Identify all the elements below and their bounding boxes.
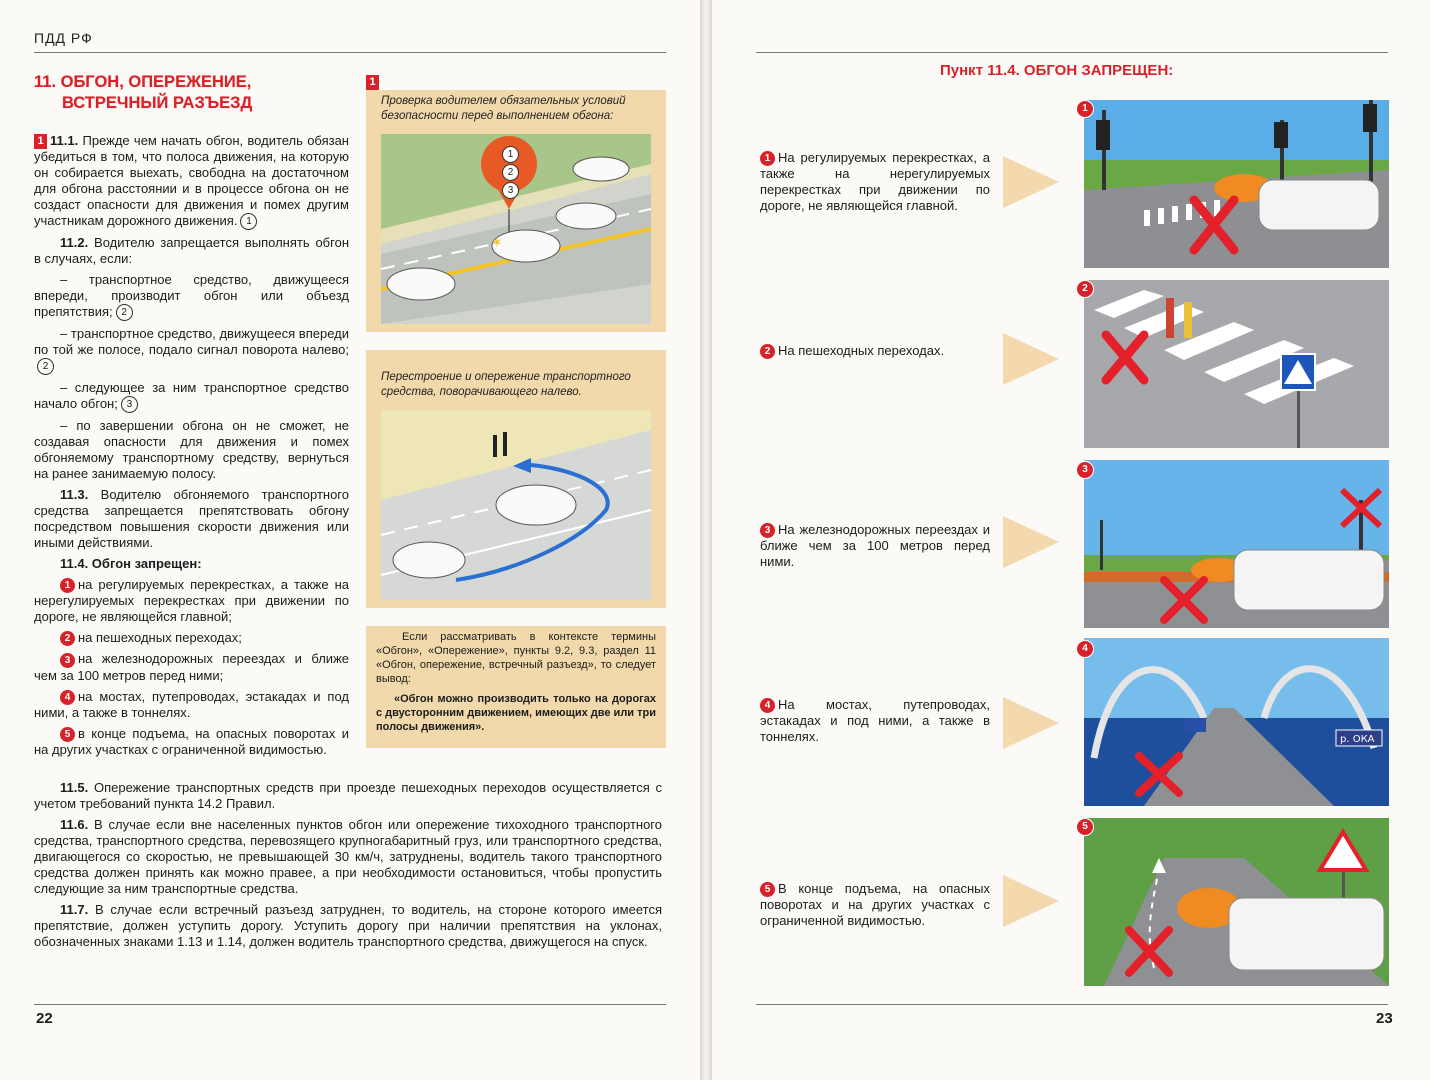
- red-number-badge: 2: [60, 631, 75, 646]
- ban-text: в конце подъема, на опасных поворотах и на других участках с ограниченной видимостью.: [34, 725, 349, 757]
- circle-ref: 3: [121, 396, 138, 413]
- ban-item: [34, 651, 349, 683]
- paragraph-number: 11.6.: [60, 817, 89, 832]
- ban-description: На мостах, путепроводах, эстакадах и под ними, а также в тоннелях.: [760, 697, 990, 745]
- paragraph-text: В случае если вне населенных пунктов обгон или опережение тихоходного транспортного средства, транспортного средства, перевозящего крупногабаритный груз, или транспортного средства, двигающегося со скоростью, не превышающей 30 км/ч, затруднены, водитель такого транспортного средства должен принять как можно правее, а при необходимости остановиться, чтобы пропустить следующие за ним транспортные средства.: [34, 817, 662, 896]
- paragraph-11-4-heading: [34, 556, 349, 572]
- paragraph-number: 11.3.: [60, 487, 89, 503]
- footer-rule-left: [34, 1004, 666, 1005]
- check-2: 2: [502, 164, 519, 181]
- book-spine: [700, 0, 712, 1080]
- ban-row-3-text: [760, 522, 990, 570]
- red-number-badge: 1: [60, 578, 75, 593]
- case-text: – по завершении обгона он не сможет, не создавая опасности для движения и помех обгоняемому транспортному средству, вернуться на ранее занимаемую полосу.: [34, 418, 349, 482]
- red-number-badge: 4: [760, 698, 775, 713]
- paragraph-text: Прежде чем начать обгон, водитель обязан убедиться в том, что полоса движения, на которую он собирается выехать, свободна на достаточном для обгона расстоянии и в процессе обгона он не создаст опасности для движения и помех другим участникам дорожного движения.: [34, 133, 349, 229]
- photo-intersection: [1084, 100, 1389, 268]
- case-item: [34, 418, 349, 482]
- red-number-badge: 2: [760, 344, 775, 359]
- pointer-arrow: [1003, 697, 1059, 749]
- paragraph-number: 11.1.: [50, 133, 79, 148]
- svg-text:✶: ✶: [491, 235, 503, 251]
- photo-badge-5: 5: [1076, 818, 1094, 836]
- conclusion-note: [366, 626, 666, 748]
- ban-text: на железнодорожных переездах и ближе чем за 100 метров перед ними;: [34, 651, 349, 683]
- circle-ref: 2: [37, 358, 54, 375]
- ban-description: На пешеходных переходах.: [778, 343, 945, 358]
- pointer-arrow: [1003, 156, 1059, 208]
- lane-change-illustration: [381, 410, 651, 600]
- pointer-arrow: [1003, 875, 1059, 927]
- paragraph-11-5: [34, 780, 662, 812]
- paragraph-11-1: [34, 133, 349, 230]
- check-1: 1: [502, 146, 519, 163]
- photo-pedestrian-crossing: [1084, 280, 1389, 448]
- case-text: – транспортное средство, движущееся впереди, производит обгон или объезд препятствия;: [34, 272, 349, 320]
- ban-row-1-text: [760, 150, 990, 214]
- section-title-line-2: ВСТРЕЧНЫЙ РАЗЪЕЗД: [62, 94, 253, 112]
- ban-row-2-text: [760, 343, 990, 359]
- case-item: [34, 380, 349, 413]
- paragraph-text: Водителю запрещается выполнять обгон в случаях, если:: [34, 235, 349, 267]
- note-text: Если рассматривать в контексте термины «Обгон», «Опережение», пункты 9.2, 9.3, раздел 11 «Обгон, опережение, встречный разъезд», то следует вывод:: [376, 631, 656, 685]
- page-number-right: 23: [1376, 1010, 1393, 1027]
- ban-item: [34, 726, 349, 758]
- ban-row-4-text: [760, 697, 990, 745]
- pointer-arrow: [1003, 333, 1059, 385]
- circle-ref: 2: [116, 304, 133, 321]
- ban-description: В конце подъема, на опасных поворотах и на других участках с ограниченной видимостью.: [760, 881, 990, 929]
- paragraph-text: Водителю обгоняемого транспортного средства запрещается препятствовать обгону посредством повышения скорости движения или иными действиями.: [34, 487, 349, 551]
- red-number-badge: 3: [60, 653, 75, 668]
- paragraph-number: 11.7.: [60, 902, 89, 917]
- figure-ref-marker: 1: [34, 134, 47, 149]
- photo-bridge: [1084, 638, 1389, 806]
- photo-badge-3: 3: [1076, 461, 1094, 479]
- paragraph-11-3: [34, 487, 349, 551]
- paragraph-11-2: [34, 235, 349, 267]
- figure-1-caption: Проверка водителем обязательных условий безопасности перед выполнением обгона:: [381, 95, 626, 122]
- checklist-numbers: [502, 146, 519, 199]
- case-text: – следующее за ним транспортное средство начало обгон;: [34, 380, 349, 412]
- case-text: – транспортное средство, движущееся впереди по той же полосе, подало сигнал поворота налево;: [34, 326, 349, 358]
- paragraph-11-7: [34, 902, 662, 950]
- photo-badge-1: 1: [1076, 100, 1094, 118]
- footer-rule-right: [756, 1004, 1388, 1005]
- paragraph-text: Опережение транспортных средств при проезде пешеходных переходов осуществляется с учетом требований пункта 14.2 Правил.: [34, 780, 662, 811]
- figure-1-marker: 1: [366, 75, 379, 90]
- red-number-badge: 5: [760, 882, 775, 897]
- case-item: [34, 326, 349, 375]
- red-number-badge: 4: [60, 690, 75, 705]
- pointer-arrow: [1003, 516, 1059, 568]
- running-head: ПДД РФ: [34, 30, 93, 46]
- paragraph-number: 11.5.: [60, 780, 89, 795]
- ban-row-5-text: [760, 881, 990, 929]
- photo-badge-2: 2: [1076, 280, 1094, 298]
- ban-item: [34, 577, 349, 625]
- paragraph-number: 11.2.: [60, 235, 89, 251]
- ban-description: На железнодорожных переездах и ближе чем за 100 метров перед ними.: [760, 522, 990, 570]
- header-rule-right: [756, 52, 1388, 53]
- rules-text-wide: [34, 780, 662, 955]
- paragraph-text: В случае если встречный разъезд затруднен, то водитель, на стороне которого имеется препятствие, должен уступить дорогу. Уступить дорогу при наличии препятствия на уклонах, обозначенных знаками 1.13 и 1.14, должен водитель транспортного средства, движущегося на спуск.: [34, 902, 662, 949]
- ban-text: на пешеходных переходах;: [78, 630, 242, 646]
- figure-overtake-checks: [366, 90, 666, 332]
- ban-description: На регулируемых перекрестках, а также на нерегулируемых перекрестках при движении по дороге, не являющейся главной.: [760, 150, 990, 214]
- section-title: [34, 72, 334, 114]
- check-3: 3: [502, 182, 519, 199]
- circle-ref: 1: [240, 213, 257, 230]
- river-sign: р. ОКА: [1340, 734, 1375, 745]
- ban-text: на мостах, путепроводах, эстакадах и под ними, а также в тоннелях.: [34, 688, 349, 720]
- section-title-line-1: 11. ОБГОН, ОПЕРЕЖЕНИЕ,: [34, 73, 252, 91]
- ban-item: [34, 689, 349, 721]
- photo-badge-4: 4: [1076, 640, 1094, 658]
- figure-2-caption: Перестроение и опережение транспортного средства, поворачивающего налево.: [381, 371, 631, 398]
- red-number-badge: 1: [760, 151, 775, 166]
- case-item: [34, 272, 349, 321]
- note-quote: «Обгон можно производить только на дорогах с двусторонним движением, имеющих две или три полосы движения».: [376, 693, 656, 733]
- right-page-title: Пункт 11.4. ОБГОН ЗАПРЕЩЕН:: [940, 62, 1174, 79]
- red-number-badge: 3: [760, 523, 775, 538]
- photo-railway-crossing: [1084, 460, 1389, 628]
- ban-item: [34, 630, 349, 646]
- paragraph-heading: 11.4. Обгон запрещен:: [60, 556, 202, 572]
- paragraph-11-6: [34, 817, 662, 897]
- header-rule: [34, 52, 666, 53]
- ban-text: на регулируемых перекрестках, а также на нерегулируемых перекрестках при движении по дороге, не являющейся главной;: [34, 577, 349, 625]
- photo-hill-curve: [1084, 818, 1389, 986]
- page-number-left: 22: [36, 1010, 53, 1027]
- rules-text-column: [34, 133, 349, 763]
- figure-lane-change: [366, 350, 666, 608]
- red-number-badge: 5: [60, 727, 75, 742]
